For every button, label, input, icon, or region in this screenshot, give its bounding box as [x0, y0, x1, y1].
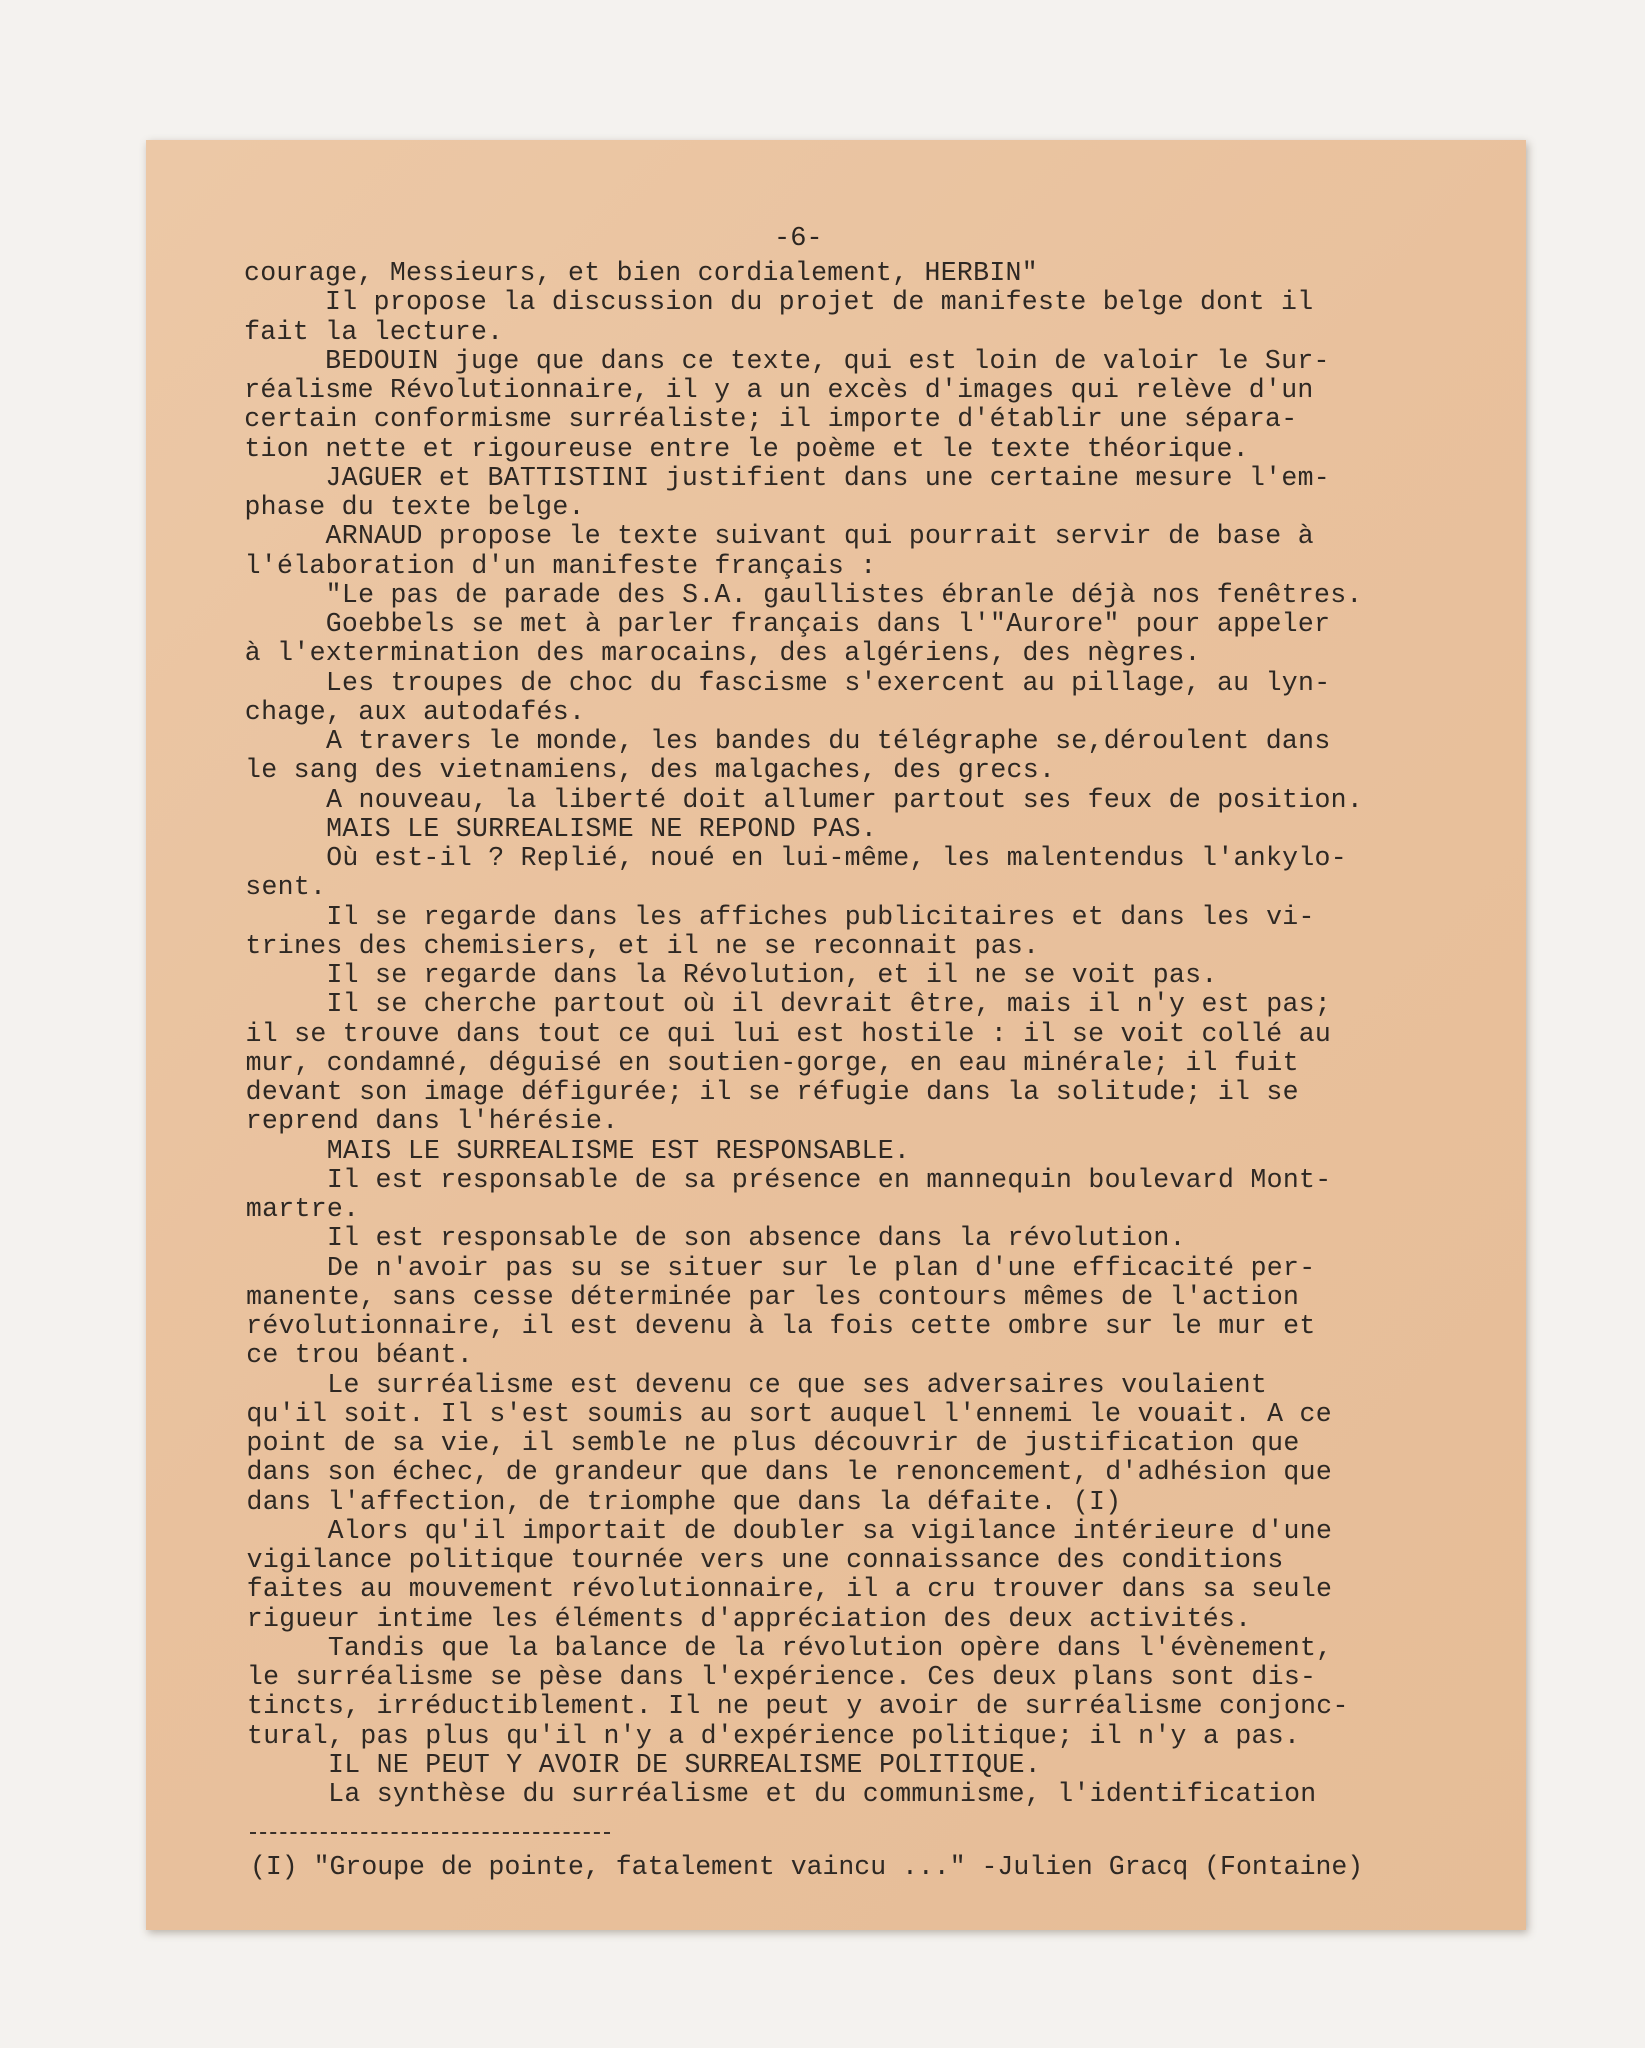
text-line: réalisme Révolutionnaire, il y a un excès d'images qui relève d'un — [244, 375, 1314, 405]
text-line: A nouveau, la liberté doit allumer partout ses feux de position. — [245, 784, 1364, 815]
text-line: manente, sans cesse déterminée par les contours mêmes de l'action — [246, 1281, 1300, 1312]
text-line: faites au mouvement révolutionnaire, il a cru trouver dans sa seule — [246, 1574, 1333, 1605]
text-line: dans son échec, de grandeur que dans le renoncement, d'adhésion que — [246, 1457, 1333, 1488]
text-line: MAIS LE SURREALISME EST RESPONSABLE. — [245, 1135, 911, 1166]
text-line: dans l'affection, de triomphe que dans la défaite. (I) — [246, 1486, 1122, 1517]
text-line: Goebbels se met à parler français dans l'"Aurore" pour appeler — [244, 609, 1331, 639]
text-line: BEDOUIN juge que dans ce texte, qui est loin de valoir le Sur- — [244, 345, 1330, 376]
text-line: phase du texte belge. — [244, 492, 585, 522]
text-line: Tandis que la balance de la révolution opère dans l'évènement, — [246, 1632, 1333, 1663]
text-line: martre. — [245, 1194, 360, 1224]
typewritten-page — [146, 140, 1526, 1930]
text-line: rigueur intime les éléments d'appréciation des deux activités. — [246, 1603, 1252, 1634]
text-line: A travers le monde, les bandes du télégraphe se,déroulent dans — [244, 726, 1331, 756]
text-line: tural, pas plus qu'il n'y a d'expérience politique; il n'y a pas. — [247, 1720, 1301, 1751]
text-line: ARNAUD propose le texte suivant qui pourrait servir de base à — [244, 521, 1314, 552]
text-line: La synthèse du surréalisme et du communisme, l'identification — [247, 1779, 1317, 1809]
text-line: Il est responsable de sa présence en mannequin boulevard Mont- — [245, 1164, 1332, 1195]
text-line: qu'il soit. Il s'est soumis au sort auquel l'ennemi le vouait. A ce — [246, 1398, 1332, 1429]
text-line: reprend dans l'hérésie. — [245, 1106, 619, 1137]
text-line: Alors qu'il importait de doubler sa vigilance intérieure d'une — [246, 1515, 1333, 1546]
text-line: De n'avoir pas su se situer sur le plan d'une efficacité per- — [246, 1252, 1316, 1283]
text-line: Il se regarde dans la Révolution, et il ne se voit pas. — [245, 960, 1218, 990]
text-line: sent. — [245, 872, 327, 903]
text-line: certain conformisme surréaliste; il importe d'établir une sépara- — [244, 404, 1298, 435]
text-line: chage, aux autodafés. — [244, 696, 586, 727]
body-text — [146, 140, 1526, 1930]
text-line: vigilance politique tournée vers une connaissance des conditions — [246, 1545, 1284, 1575]
text-line: tion nette et rigoureuse entre le poème et le texte théorique. — [244, 433, 1249, 464]
text-line: à l'extermination des marocains, des algériens, des nègres. — [244, 638, 1201, 669]
text-line: tincts, irréductiblement. Il ne peut y avoir de surréalisme conjonc- — [246, 1691, 1349, 1722]
text-line: Il se cherche partout où il devrait être, mais il n'y est pas; — [245, 989, 1332, 1020]
text-line: IL NE PEUT Y AVOIR DE SURREALISME POLITIQUE. — [247, 1749, 1041, 1780]
text-line: point de sa vie, il semble ne plus découvrir de justification que — [246, 1428, 1300, 1458]
text-line: fait la lecture. — [244, 316, 504, 347]
text-line: mur, condamné, déguisé en soutien-gorge, en eau minérale; il fuit — [245, 1047, 1299, 1078]
text-line: Il se regarde dans les affiches publicitaires et dans les vi- — [245, 901, 1315, 932]
text-line: il se trouve dans tout ce qui lui est hostile : il se voit collé au — [245, 1018, 1332, 1049]
text-line: Où est-il ? Replié, noué en lui-même, les malentendus l'ankylo- — [245, 843, 1347, 873]
text-line: le surréalisme se pèse dans l'expérience. Ces deux plans sont dis- — [246, 1662, 1317, 1692]
text-line: Les troupes de choc du fascisme s'exercent au pillage, au lyn- — [244, 667, 1331, 698]
text-line: l'élaboration d'un manifeste français : — [244, 550, 877, 581]
text-line: devant son image défigurée; il se réfugie dans la solitude; il se — [245, 1077, 1299, 1107]
page-number: -6- — [774, 224, 823, 254]
footnote: (I) "Groupe de pointe, fatalement vaincu ..." -Julien Gracq (Fontaine) — [250, 1852, 1364, 1882]
text-line: Le surréalisme est devenu ce que ses adversaires voulaient — [246, 1369, 1268, 1400]
text-line: JAGUER et BATTISTINI justifient dans une certaine mesure l'em- — [244, 462, 1330, 493]
text-line: révolutionnaire, il est devenu à la fois cette ombre sur le mur et — [246, 1311, 1316, 1341]
text-line: courage, Messieurs, et bien cordialement, HERBIN" — [244, 258, 1038, 288]
text-line: Il est responsable de son absence dans la révolution. — [245, 1223, 1186, 1254]
text-line: Il propose la discussion du projet de manifeste belge dont il — [244, 287, 1314, 318]
text-line: trines des chemisiers, et il ne se reconnait pas. — [245, 930, 1040, 961]
text-line: ce trou béant. — [246, 1340, 474, 1371]
text-line: le sang des vietnamiens, des malgaches, des grecs. — [245, 755, 1056, 786]
text-line: MAIS LE SURREALISME NE REPOND PAS. — [245, 813, 878, 844]
footnote-divider — [250, 1832, 610, 1834]
text-line: "Le pas de parade des S.A. gaullistes ébranle déjà nos fenêtres. — [244, 579, 1363, 610]
